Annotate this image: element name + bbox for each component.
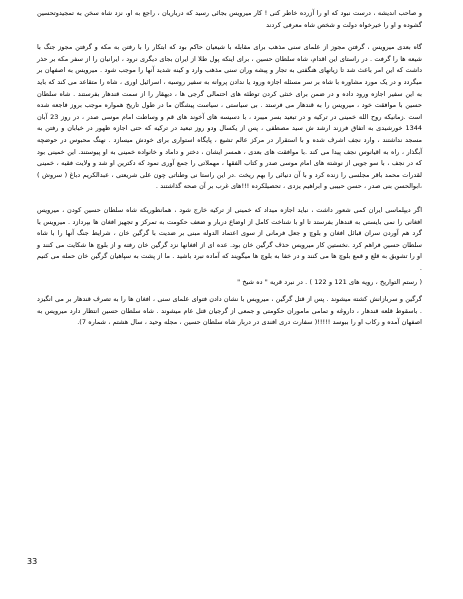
citation-line: ( رستم التواریخ ، رویه های 121 و 122 ) . در نبرد قریه " ده شیخ "	[237, 278, 422, 287]
paragraph-5: گرگین و سربازانش کشته میشوند . پس از قتل گرگین ، میرویس با نشان دادن فتوای علمای سنی ، افغان ها را به تصرف قندهار بر می انگیزد . باسقوط قلعه قندهار ، داروغه و تمامی ماموران حکومتی و جمعی از گرجیان قتل عام میشوند . شاه سلطان حسین انتظار دارد میرویس به اصفهان آمده و رکاب او را ببوسد !!!!!( سفارت دری افندی در دربار شاه سلطان حسین ، مجله وحید ، سال هشتم ، شماره 7).	[37, 295, 422, 327]
paragraph-2: گاه بعدی میرویس ، گرفتن مجوز از علمای سنی مذهب برای مقابله با شیعیان حاکم بود که ابتکار را با رفتن به مکه و گرفتن مجوز جنگ با شیعه ها را گرفت . در راستای این اقدام، شاه سلطان حسین ، برای اینکه پول طلا از ایران بجای دیگری نرود ، ایرانیان را از سفر مکه بر حذر داشت که این امر باعث شد تا زیانهای هنگفتی به تجار و پیشه وران سنی مذهب وارد و کینه شدید آنها را موجب شود . میرویس به اصفهان بر میگردد و در یک مورد مشاوره با شاه بر سر مسئله اجازه ورود یا ندادن پروانه به سفیر روسیه ، اسرائیل اوری ، شاه را متقاعد می کند که باید به این سفیر اجازه ورود داده و در ضمن برای خنثی کردن توطئه های احتمالی گرجی ها ، دیهقار را از سمت قندهار بفرستند . شاه سلطان حسین با موافقت خود ، میرویس را به قندهار می فرستد . بی سیاستی ، سیاست پیشگان ما در طول تاریخ همواره موجب بروز فاجعه شده است .زمانیکه روح الله خمینی در ترکیه و در تبعید بسر میبرد ، با دسیسه های آخوند های قم و وساطت امام موسی صدر ، در روز 23 آبان 1344 خورشیدی به اتفاق فرزند ارشد ش سید مصطفی ، پس از یکسال ودو روز تبعید در ترکیه که حتی اجازه ظهور در خیابان و رفتن به مسجد نداشتند ، وارد نجف اشرف شده و با استقرار در مرکز عالم تشیع ، پایگاه استواری برای خودش میسازد . نهنگ محبوس در حوضچه آبگذار ، راه به اقیانوس نجف پیدا می کند .با موافقت های بعدی ، همسر ایشان ، دختر و داماد و خانواده خمینی به او پیوستند. این خمینی بود که در نجف ، با سو جویی از نوشته های امام موسی صدر و کتاب الفقها ، مهملاتی را جمع آوری نمود که دکترین او شد و ولایت فقیه ، خمینی لقدرات محمد باقر مجلسی را زنده کرد و با آن دنیائی را بهم ریخت .در این راستا نی وطناتی چون علی شریعتی ، عبدالکریم دباغ ( سروش ) ،ابوالحسن بنی صدر ، حسن حبیبی و ابراهیم یزدی ، تحصیلکرده !!!های غرب بر آن صحه گذاشتند .	[37, 43, 422, 191]
paragraph-1: و صاحب اندیشه ، درست نبود که او را آزرده خاطر کنی ! کار میرویس بجائی رسید که درباریان ، راجع به او، نزد شاه سخن به تمجیدوتحسین گشوده و او را خیرخواه دولت و شخص شاه معرفی کردند	[37, 9, 422, 29]
document-page	[37, 8, 422, 568]
page-number: 33	[27, 557, 38, 566]
paragraph-3: اگر دیپلماسی ایران کمی شعور داشت ، نباید اجازه میداد که خمینی از ترکیه خارج شود ، همانطوریکه شاه سلطان حسین کودن ، میرویس افغانی را نمی بایستی به قندهار بفرستد تا او با شناخت کامل از اوضاع دربار و ضعف حکومت به تمرکز و تجهیز افغان ها بپردازد . میرویس با گرد هم آوردن سران قبائل افغان و بلوچ و جعل فرمانی از سوی اعتماد الدوله مبنی بر ضدیت با گرگین خان ، شرایط جنگ آنها را با شاه سلطان حسین فراهم کرد .نخستین کار میرویس حذف گرگین خان بود. عده ای از افغانها نزد گرگین خان رفته و از بلوچ ها شکایت می کنند و او را تشویق به قلع و قمع بلوچ ها می کنند و در خفا به بلوچ ها میگویند که آماده نبرد باشید . ما از پشت به سپاهیان گرگین خان حمله می کنیم .	[37, 205, 422, 272]
